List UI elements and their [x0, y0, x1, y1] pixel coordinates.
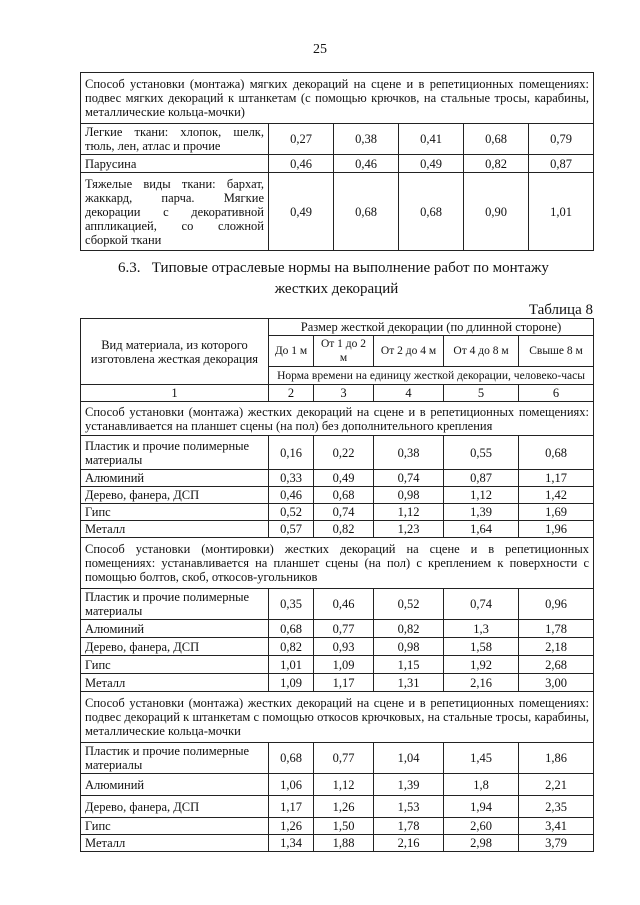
cell-value: 0,90 [464, 173, 529, 251]
cell-value: 1,94 [444, 796, 519, 818]
size-column-label: От 4 до 8 м [444, 336, 519, 367]
column-number: 1 [81, 385, 269, 402]
cell-value: 0,49 [269, 173, 334, 251]
cell-value: 0,22 [314, 436, 374, 470]
cell-value: 0,49 [399, 155, 464, 173]
cell-value: 0,68 [464, 124, 529, 155]
cell-value: 0,49 [314, 470, 374, 487]
table-caption: Таблица 8 [528, 302, 593, 318]
cell-value: 0,33 [269, 470, 314, 487]
cell-value: 0,68 [399, 173, 464, 251]
material-name: Гипс [81, 656, 269, 674]
group-title: Способ установки (монтировки) жестких декораций на сцене и в репетиционных помещениях: устанавливается на планшет сцены (на пол) с креплением к поверхности с помощью болтов, скоб, откосов-угольников [81, 538, 594, 589]
cell-value: 0,82 [314, 521, 374, 538]
cell-value: 1,78 [519, 620, 594, 638]
cell-value: 0,68 [314, 487, 374, 504]
cell-value: 1,92 [444, 656, 519, 674]
cell-value: 1,34 [269, 835, 314, 852]
material-name: Алюминий [81, 470, 269, 487]
cell-value: 0,98 [374, 638, 444, 656]
page-number: 25 [313, 42, 327, 57]
cell-value: 0,82 [269, 638, 314, 656]
table-row [81, 656, 594, 674]
cell-value: 1,26 [314, 796, 374, 818]
material-name: Дерево, фанера, ДСП [81, 796, 269, 818]
size-column-label: От 1 до 2 м [314, 336, 374, 367]
cell-value: 2,68 [519, 656, 594, 674]
cell-value: 0,68 [334, 173, 399, 251]
cell-value: 2,60 [444, 818, 519, 835]
cell-value: 0,77 [314, 743, 374, 774]
column-number: 4 [374, 385, 444, 402]
table-row [81, 155, 594, 173]
norm-header: Норма времени на единицу жесткой декорации, человеко-часы [269, 367, 594, 385]
material-name: Алюминий [81, 620, 269, 638]
cell-value: 1,06 [269, 774, 314, 796]
table-row [81, 620, 594, 638]
cell-value: 0,82 [464, 155, 529, 173]
row-name: Легкие ткани: хлопок, шелк, тюль, лен, атлас и прочие [81, 124, 269, 155]
table-row [81, 818, 594, 835]
cell-value: 0,46 [314, 589, 374, 620]
cell-value: 0,46 [334, 155, 399, 173]
material-name: Гипс [81, 818, 269, 835]
group-title: Способ установки (монтажа) жестких декораций на сцене и в репетиционных помещениях: подвес декораций к штанкетам с помощью откосов крючковых, на стальные тросы, карабины, металлические кольца-мочки [81, 692, 594, 743]
size-column-header: Размер жесткой декорации (по длинной стороне) [269, 319, 594, 336]
cell-value: 0,87 [444, 470, 519, 487]
cell-value: 2,18 [519, 638, 594, 656]
cell-value: 1,12 [314, 774, 374, 796]
rigid-decorations-table [80, 318, 594, 852]
cell-value: 0,74 [444, 589, 519, 620]
material-name: Пластик и прочие полимерные материалы [81, 589, 269, 620]
cell-value: 0,68 [269, 620, 314, 638]
cell-value: 1,01 [529, 173, 594, 251]
table-row [81, 796, 594, 818]
cell-value: 0,96 [519, 589, 594, 620]
cell-value: 0,74 [314, 504, 374, 521]
table-row [81, 521, 594, 538]
material-name: Алюминий [81, 774, 269, 796]
table-row [81, 774, 594, 796]
cell-value: 0,52 [269, 504, 314, 521]
cell-value: 1,58 [444, 638, 519, 656]
material-name: Пластик и прочие полимерные материалы [81, 436, 269, 470]
cell-value: 2,98 [444, 835, 519, 852]
cell-value: 1,15 [374, 656, 444, 674]
cell-value: 0,74 [374, 470, 444, 487]
material-name: Дерево, фанера, ДСП [81, 638, 269, 656]
table-row [81, 470, 594, 487]
material-name: Металл [81, 674, 269, 692]
table-row [81, 436, 594, 470]
table-row [81, 638, 594, 656]
cell-value: 0,98 [374, 487, 444, 504]
cell-value: 1,01 [269, 656, 314, 674]
cell-value: 1,26 [269, 818, 314, 835]
cell-value: 1,12 [444, 487, 519, 504]
cell-value: 1,39 [374, 774, 444, 796]
column-number: 6 [519, 385, 594, 402]
cell-value: 1,88 [314, 835, 374, 852]
cell-value: 1,12 [374, 504, 444, 521]
cell-value: 3,00 [519, 674, 594, 692]
table-row [81, 173, 594, 251]
cell-value: 1,86 [519, 743, 594, 774]
cell-value: 2,16 [374, 835, 444, 852]
cell-value: 1,04 [374, 743, 444, 774]
row-name: Парусина [81, 155, 269, 173]
cell-value: 1,17 [269, 796, 314, 818]
cell-value: 0,68 [269, 743, 314, 774]
material-name: Металл [81, 835, 269, 852]
cell-value: 0,68 [519, 436, 594, 470]
cell-value: 1,39 [444, 504, 519, 521]
cell-value: 0,87 [529, 155, 594, 173]
cell-value: 0,27 [269, 124, 334, 155]
cell-value: 3,41 [519, 818, 594, 835]
cell-value: 0,38 [374, 436, 444, 470]
cell-value: 2,35 [519, 796, 594, 818]
material-name: Пластик и прочие полимерные материалы [81, 743, 269, 774]
cell-value: 1,45 [444, 743, 519, 774]
column-number: 5 [444, 385, 519, 402]
table-row [81, 504, 594, 521]
table-row [81, 124, 594, 155]
cell-value: 3,79 [519, 835, 594, 852]
cell-value: 1,17 [519, 470, 594, 487]
cell-value: 0,38 [334, 124, 399, 155]
soft-decorations-table [80, 72, 594, 251]
cell-value: 0,77 [314, 620, 374, 638]
cell-value: 1,42 [519, 487, 594, 504]
material-name: Гипс [81, 504, 269, 521]
material-column-header: Вид материала, из которого изготовлена жесткая декорация [81, 319, 269, 385]
section-heading [80, 258, 593, 300]
material-name: Дерево, фанера, ДСП [81, 487, 269, 504]
cell-value: 1,09 [269, 674, 314, 692]
cell-value: 2,21 [519, 774, 594, 796]
cell-value: 0,55 [444, 436, 519, 470]
cell-value: 1,69 [519, 504, 594, 521]
cell-value: 0,93 [314, 638, 374, 656]
cell-value: 0,46 [269, 155, 334, 173]
cell-value: 0,35 [269, 589, 314, 620]
column-number: 2 [269, 385, 314, 402]
size-column-label: Свыше 8 м [519, 336, 594, 367]
cell-value: 0,79 [529, 124, 594, 155]
cell-value: 0,52 [374, 589, 444, 620]
cell-value: 1,23 [374, 521, 444, 538]
cell-value: 0,16 [269, 436, 314, 470]
column-number: 3 [314, 385, 374, 402]
size-column-label: До 1 м [269, 336, 314, 367]
table-row [81, 835, 594, 852]
section-number: 6.3. [118, 260, 141, 276]
material-name: Металл [81, 521, 269, 538]
cell-value: 0,46 [269, 487, 314, 504]
table-row [81, 674, 594, 692]
table-row [81, 589, 594, 620]
cell-value: 1,17 [314, 674, 374, 692]
table-row [81, 743, 594, 774]
row-name: Тяжелые виды ткани: бархат, жаккард, парча. Мягкие декорации с декоративной аппликацией, со сложной сборкой ткани [81, 173, 269, 251]
group-title: Способ установки (монтажа) жестких декораций на сцене и в репетиционных помещениях: устанавливается на планшет сцены (на пол) без дополнительного крепления [81, 402, 594, 436]
section-title-line2: жестких декораций [274, 281, 399, 297]
section-title-line1: Типовые отраслевые нормы на выполнение работ по монтажу [151, 260, 549, 276]
cell-value: 1,31 [374, 674, 444, 692]
table-row [81, 487, 594, 504]
cell-value: 0,57 [269, 521, 314, 538]
cell-value: 1,96 [519, 521, 594, 538]
cell-value: 1,78 [374, 818, 444, 835]
cell-value: 1,53 [374, 796, 444, 818]
cell-value: 1,3 [444, 620, 519, 638]
cell-value: 1,50 [314, 818, 374, 835]
cell-value: 0,82 [374, 620, 444, 638]
top-table-header: Способ установки (монтажа) мягких декораций на сцене и в репетиционных помещениях: подвес мягких декораций к штанкетам (с помощью крючков, на стальные тросы, карабины, металлические кольца-мочки) [81, 73, 594, 124]
cell-value: 1,8 [444, 774, 519, 796]
cell-value: 0,41 [399, 124, 464, 155]
cell-value: 1,64 [444, 521, 519, 538]
cell-value: 1,09 [314, 656, 374, 674]
size-column-label: От 2 до 4 м [374, 336, 444, 367]
cell-value: 2,16 [444, 674, 519, 692]
